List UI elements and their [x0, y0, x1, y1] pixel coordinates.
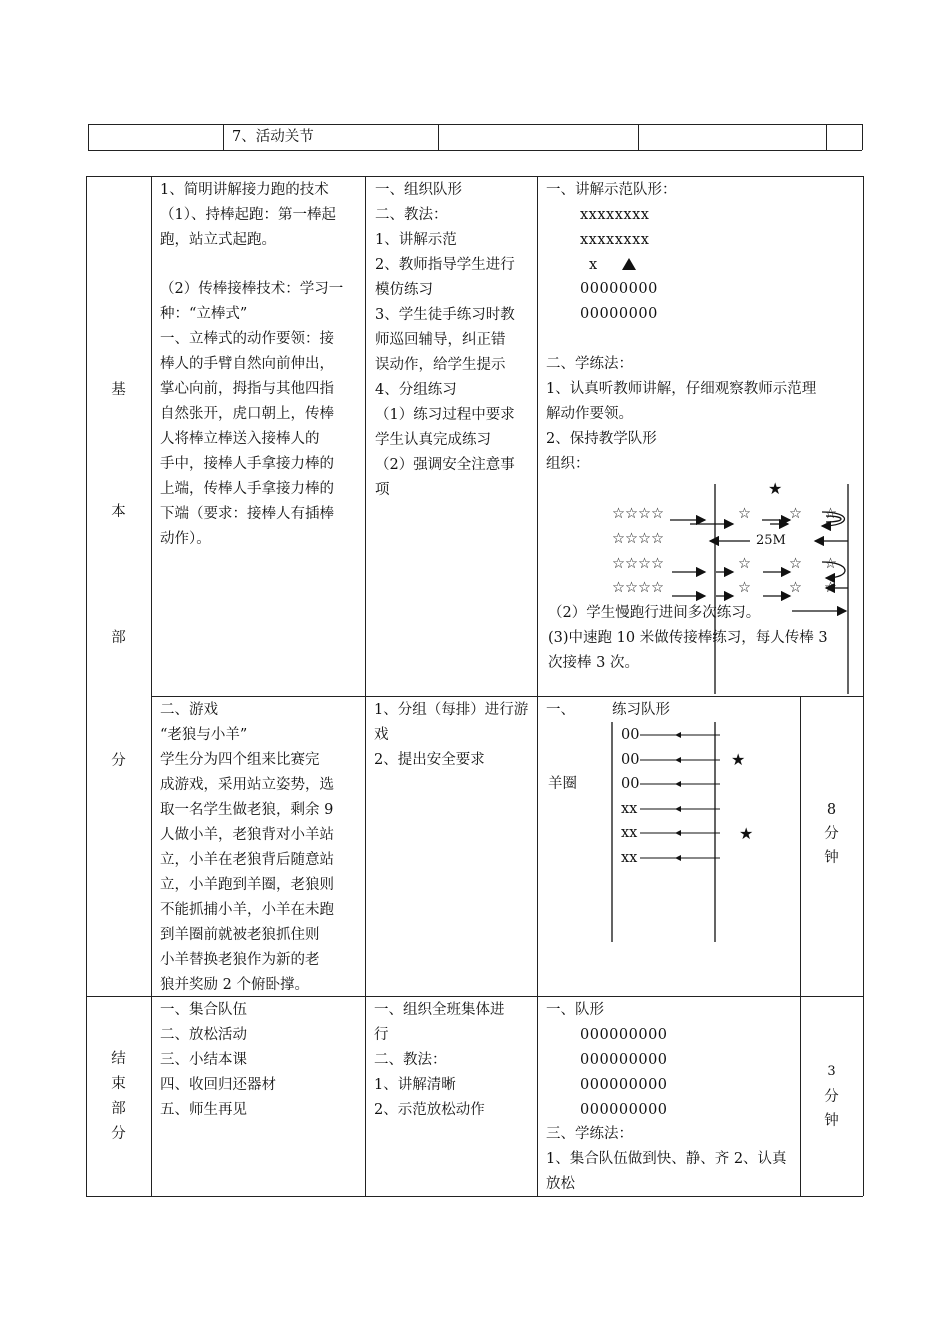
method-line: 师巡回辅导，纠正错	[375, 332, 506, 348]
method-line: 戏	[374, 727, 389, 743]
formation-row: 000000000	[580, 1077, 668, 1093]
method-line: 4、分组练习	[375, 382, 457, 398]
content-line: 小羊替换老狼作为新的老	[160, 952, 320, 968]
section-char: 部	[111, 630, 126, 646]
time-char: 分	[824, 1089, 839, 1105]
team-stars: ☆☆☆☆	[612, 556, 664, 572]
method-line: 一、组织队形	[375, 182, 462, 198]
note-line: (3)中速跑 10 米做传接棒练习，每人传棒 3	[548, 630, 828, 646]
note-line: 次接棒 3 次。	[548, 655, 639, 671]
content-line: 成游戏，采用站立姿势，选	[160, 777, 334, 793]
method-line: 误动作，给学生提示	[375, 357, 506, 373]
method-line: （1）练习过程中要求	[375, 407, 515, 423]
practice-title: 二、学练法：	[546, 356, 633, 372]
formation-row: xxxxxxxx	[580, 232, 650, 248]
content-line: 自然张开，虎口朝上，传棒	[160, 406, 334, 422]
content-line: 手中，接棒人手拿接力棒的	[160, 456, 334, 472]
practice-line: 解动作要领。	[546, 406, 633, 422]
runner-star-icon: ☆	[738, 556, 751, 572]
formation-row: 00000000	[580, 281, 658, 297]
content-line: 二、游戏	[160, 702, 218, 718]
section-char: 基	[111, 382, 126, 398]
team-stars: ☆☆☆☆	[612, 580, 664, 596]
row-label: xx	[621, 825, 638, 841]
content-line: 学生分为四个组来比赛完	[160, 752, 320, 768]
note-line: （2）学生慢跑行进间多次练习。	[548, 605, 761, 621]
runner-star-icon: ☆	[738, 580, 751, 596]
content-line: 掌心向前，拇指与其他四指	[160, 381, 334, 397]
practice-line: 放松	[546, 1176, 575, 1192]
formation-number: 一、	[546, 702, 575, 718]
method-line: 1、讲解清晰	[374, 1077, 456, 1093]
content-line: 动作）。	[160, 531, 211, 547]
method-line: 二、教法：	[374, 1052, 447, 1068]
formation-row: 00000000	[580, 306, 658, 322]
content-line: 1、简明讲解接力跑的技术	[160, 182, 329, 198]
sheep-pen-label: 羊圈	[548, 776, 577, 792]
practice-title: 三、学练法：	[546, 1126, 633, 1142]
content-line: 人做小羊，老狼背对小羊站	[160, 827, 334, 843]
method-line: 项	[375, 482, 390, 498]
content-line: （2）传棒接棒技术：学习一	[160, 281, 344, 297]
section-char: 结	[111, 1051, 126, 1067]
content-line: （1）、持棒起跑：第一棒起	[160, 207, 336, 223]
method-line: 行	[374, 1027, 389, 1043]
method-line: 二、教法：	[375, 207, 448, 223]
practice-line: 1、认真听教师讲解，仔细观察教师示范理	[546, 381, 817, 397]
time-char: 8	[826, 802, 837, 818]
runner-star-icon: ☆	[824, 556, 837, 572]
row-label: 00	[621, 752, 640, 768]
formation-row: xxxxxxxx	[580, 207, 650, 223]
content-line: 上端，传棒人手拿接力棒的	[160, 481, 334, 497]
runner-star-icon: ☆	[789, 580, 802, 596]
runner-star-icon: ☆	[789, 506, 802, 522]
row-label: xx	[621, 801, 638, 817]
content-line: 立，小羊在老狼背后随意站	[160, 852, 334, 868]
method-line: 1、讲解示范	[375, 232, 457, 248]
practice-line: 组织：	[546, 456, 590, 472]
method-line: 3、学生徒手练习时教	[375, 307, 515, 323]
section-char: 分	[111, 1126, 126, 1142]
formation-title: 一、队形	[546, 1002, 604, 1018]
wolf-star-icon: ★	[739, 824, 754, 843]
wolf-star-icon: ★	[731, 750, 746, 769]
method-line: 一、组织全班集体进	[374, 1002, 505, 1018]
teacher-mark: x	[589, 257, 598, 273]
distance-label: 25M	[756, 533, 786, 548]
runner-star-icon: ☆	[824, 506, 837, 522]
content-line: 跑，站立式起跑。	[160, 232, 276, 248]
content-line: 种：“立棒式”	[160, 306, 248, 322]
content-line: “老狼与小羊”	[160, 727, 248, 743]
row-label: xx	[621, 850, 638, 866]
content-line: 取一名学生做老狼，剩余 9	[160, 802, 334, 818]
time-char: 分	[824, 826, 839, 842]
section-char: 本	[111, 504, 126, 520]
content-line: 棒人的手臂自然向前伸出，	[160, 356, 334, 372]
content-line: 到羊圈前就被老狼抓住则	[160, 927, 320, 943]
row-label: 00	[621, 776, 640, 792]
section-char: 分	[111, 753, 126, 769]
content-line: 人将棒立棒送入接棒人的	[160, 431, 320, 447]
team-stars: ☆☆☆☆	[612, 531, 664, 547]
content-line: 立，小羊跑到羊圈，老狼则	[160, 877, 334, 893]
method-line: 2、提出安全要求	[374, 752, 485, 768]
content-line: 三、小结本课	[160, 1052, 247, 1068]
method-line: 1、分组（每排）进行游	[374, 702, 529, 718]
content-line: 五、师生再见	[160, 1102, 247, 1118]
runner-star-icon: ☆	[789, 556, 802, 572]
practice-line: 2、保持教学队形	[546, 431, 657, 447]
content-line: 一、立棒式的动作要领：接	[160, 331, 334, 347]
row-label: 00	[621, 727, 640, 743]
formation-row: 000000000	[580, 1052, 668, 1068]
practice-line: 1、集合队伍做到快、静、齐 2、认真	[546, 1151, 787, 1167]
time-char: 3	[827, 1064, 836, 1079]
content-line: 四、收回归还器材	[160, 1077, 276, 1093]
method-line: 学生认真完成练习	[375, 432, 491, 448]
runner-star-icon: ☆	[738, 506, 751, 522]
formation-title: 一、讲解示范队形：	[546, 182, 677, 198]
formation-row: 000000000	[580, 1027, 668, 1043]
top-row-item: 7、活动关节	[232, 129, 314, 145]
formation-title: 练习队形	[612, 702, 670, 718]
content-line: 一、集合队伍	[160, 1002, 247, 1018]
method-line: 模仿练习	[375, 282, 433, 298]
method-line: （2）强调安全注意事	[375, 457, 515, 473]
teacher-star-icon: ★	[768, 479, 783, 498]
method-line: 2、教师指导学生进行	[375, 257, 515, 273]
formation-row: 000000000	[580, 1102, 668, 1118]
section-char: 部	[111, 1101, 126, 1117]
section-char: 束	[111, 1076, 126, 1092]
time-char: 钟	[824, 850, 839, 866]
method-line: 2、示范放松动作	[374, 1102, 485, 1118]
content-line: 下端（要求：接棒人有插棒	[160, 506, 334, 522]
runner-star-icon: ☆	[824, 580, 837, 596]
content-line: 狼并奖励 2 个俯卧撑。	[160, 977, 309, 993]
time-char: 钟	[824, 1113, 839, 1129]
content-line: 二、放松活动	[160, 1027, 247, 1043]
content-line: 不能抓捕小羊，小羊在未跑	[160, 902, 334, 918]
team-stars: ☆☆☆☆	[612, 506, 664, 522]
